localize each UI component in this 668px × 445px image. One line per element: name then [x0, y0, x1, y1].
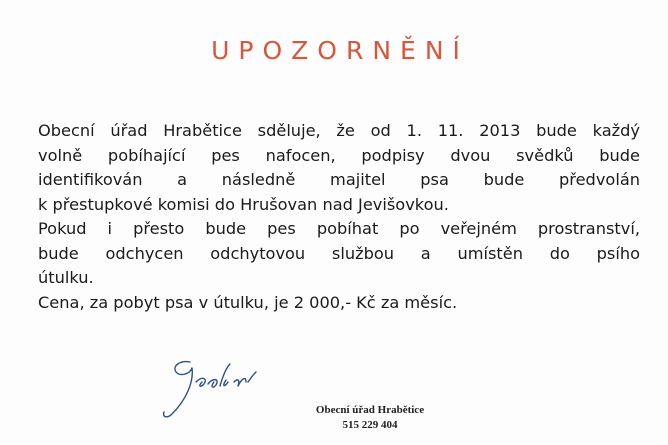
paragraph-2 [38, 217, 640, 291]
text-line: identifikován a následně majitel psa bude předvolán [38, 170, 640, 189]
text-line: volně pobíhající pes nafocen, podpisy dvou svědků bude [38, 145, 640, 165]
text-line: bude odchycen odchytovou službou a umístěn do psího [38, 243, 640, 263]
stamp-phone: 515 229 404 [342, 419, 398, 431]
paragraph-1 [38, 119, 640, 217]
stamp-office-name: Obecní úřad Hrabětice [315, 404, 425, 416]
notice-body [38, 119, 640, 315]
text-line: útulku. [38, 268, 94, 287]
office-stamp [300, 403, 440, 433]
text-line: Cena, za pobyt psa v útulku, je 2 000,- Kč za měsíc. [38, 292, 458, 312]
text-line: Pokud i přesto bude pes pobíhat po veřejném prostranství, [38, 219, 640, 238]
notice-title: UPOZORNĚNÍ [211, 36, 469, 65]
text-line: Obecní úřad Hrabětice sděluje, že od 1. 11. 2013 bude každý [38, 121, 640, 140]
text-line: k přestupkové komisi do Hrušovan nad Jevišovkou. [38, 194, 449, 214]
handwritten-signature [150, 352, 270, 422]
paragraph-3 [38, 291, 640, 316]
